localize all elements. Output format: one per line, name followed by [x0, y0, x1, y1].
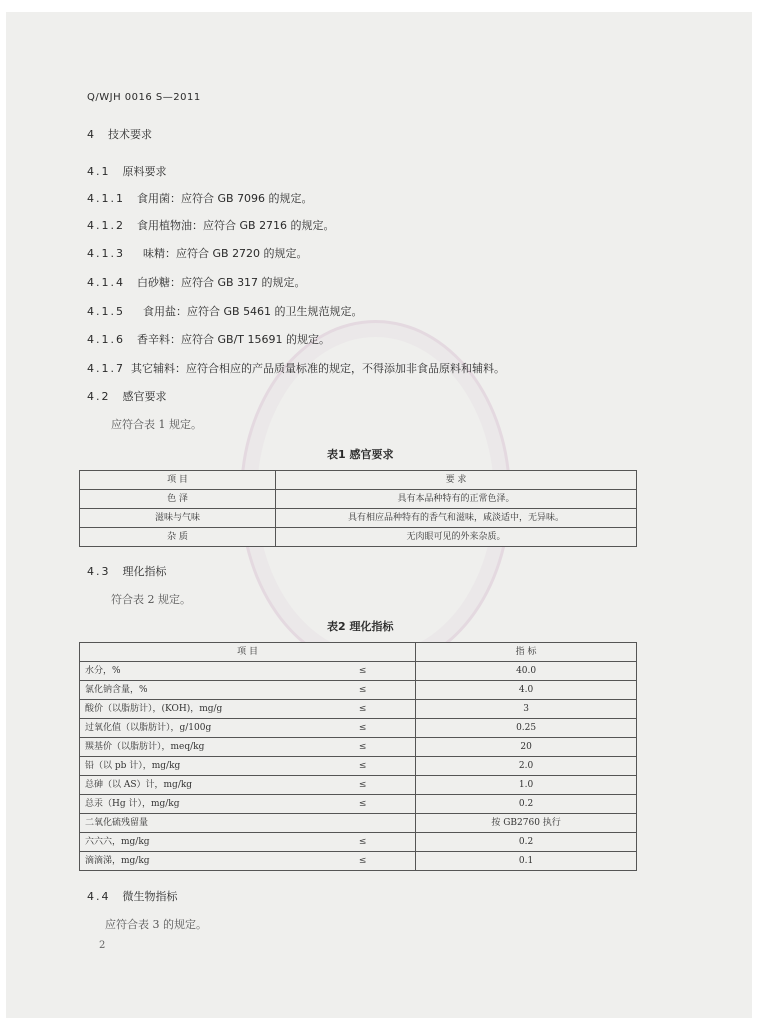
- table-cell: 0.25: [416, 719, 637, 738]
- table-header-row: [80, 643, 637, 662]
- table-cell: 二氧化硫残留量: [80, 814, 311, 833]
- table-cell: ≤: [310, 719, 416, 738]
- table-cell: 0.1: [416, 852, 637, 871]
- table-cell: 无肉眼可见的外来杂质。: [276, 528, 637, 547]
- table-cell: 滴滴涕，mg/kg: [80, 852, 311, 871]
- section-4-heading: 4 技术要求: [87, 128, 152, 141]
- section-4-1-5: 4.1.5 食用盐：应符合 GB 5461 的卫生规范规定。: [87, 305, 363, 318]
- table-row: [80, 662, 637, 681]
- table-cell: ≤: [310, 738, 416, 757]
- table-row: [80, 776, 637, 795]
- section-4-2-body: 应符合表 1 规定。: [111, 418, 202, 431]
- table-cell: 0.2: [416, 795, 637, 814]
- table-cell: 六六六，mg/kg: [80, 833, 311, 852]
- table-cell: 2.0: [416, 757, 637, 776]
- section-4-1-7: 4.1.7 其它辅料：应符合相应的产品质量标准的规定，不得添加非食品原料和辅料。: [87, 362, 505, 375]
- section-4-1-1: 4.1.1 食用菌：应符合 GB 7096 的规定。: [87, 192, 313, 205]
- table-row: [80, 814, 637, 833]
- table-cell: 羰基价（以脂肪计），meq/kg: [80, 738, 311, 757]
- section-4-4-body: 应符合表 3 的规定。: [105, 918, 207, 931]
- table-cell: 20: [416, 738, 637, 757]
- table-header-cell: 项 目: [80, 643, 416, 662]
- table-row: [80, 738, 637, 757]
- table-row: [80, 833, 637, 852]
- table-cell: 总砷（以 AS）计，mg/kg: [80, 776, 311, 795]
- table-cell: ≤: [310, 852, 416, 871]
- table-cell: 杂 质: [80, 528, 276, 547]
- table-cell: 1.0: [416, 776, 637, 795]
- section-4-3-body: 符合表 2 规定。: [111, 593, 191, 606]
- sensory-requirements-table: [79, 470, 637, 547]
- table-cell: 具有本品种特有的正常色泽。: [276, 490, 637, 509]
- table-cell: [310, 814, 416, 833]
- table-row: [80, 681, 637, 700]
- section-4-1-2: 4.1.2 食用植物油：应符合 GB 2716 的规定。: [87, 219, 335, 232]
- table-cell: ≤: [310, 681, 416, 700]
- table-cell: ≤: [310, 700, 416, 719]
- section-4-1-3: 4.1.3 味精：应符合 GB 2720 的规定。: [87, 247, 308, 260]
- table-row: [80, 852, 637, 871]
- table-header-cell: 要 求: [276, 471, 637, 490]
- section-4-1-4: 4.1.4 白砂糖：应符合 GB 317 的规定。: [87, 276, 306, 289]
- section-4-2-heading: 4.2 感官要求: [87, 390, 167, 403]
- table-row: [80, 719, 637, 738]
- table-cell: 酸价（以脂肪计），(KOH)，mg/g: [80, 700, 311, 719]
- section-4-1-heading: 4.1 原料要求: [87, 165, 167, 178]
- table-row: [80, 509, 637, 528]
- table-cell: ≤: [310, 776, 416, 795]
- table-cell: 40.0: [416, 662, 637, 681]
- table-row: [80, 490, 637, 509]
- table-header-cell: 指 标: [416, 643, 637, 662]
- table-row: [80, 757, 637, 776]
- table-cell: 按 GB2760 执行: [416, 814, 637, 833]
- table-header-cell: 项 目: [80, 471, 276, 490]
- table2-caption: 表2 理化指标: [327, 620, 394, 633]
- table-cell: 具有相应品种特有的香气和滋味，咸淡适中，无异味。: [276, 509, 637, 528]
- table1-caption: 表1 感官要求: [327, 448, 394, 461]
- table-cell: 4.0: [416, 681, 637, 700]
- table-cell: 过氧化值（以脂肪计），g/100g: [80, 719, 311, 738]
- section-4-3-heading: 4.3 理化指标: [87, 565, 167, 578]
- table-cell: 3: [416, 700, 637, 719]
- section-4-4-heading: 4.4 微生物指标: [87, 890, 178, 903]
- physicochemical-indicators-table: [79, 642, 637, 871]
- document-code: Q/WJH 0016 S—2011: [87, 92, 201, 103]
- page-number: 2: [99, 940, 106, 951]
- table-cell: ≤: [310, 662, 416, 681]
- table-cell: ≤: [310, 757, 416, 776]
- table-cell: ≤: [310, 833, 416, 852]
- table-cell: 总汞（Hg 计），mg/kg: [80, 795, 311, 814]
- table-row: [80, 700, 637, 719]
- table-row: [80, 795, 637, 814]
- table-cell: 滋味与气味: [80, 509, 276, 528]
- table-cell: 色 泽: [80, 490, 276, 509]
- section-4-1-6: 4.1.6 香辛料：应符合 GB/T 15691 的规定。: [87, 333, 330, 346]
- table-cell: ≤: [310, 795, 416, 814]
- table-cell: 氯化钠含量，%: [80, 681, 311, 700]
- table-cell: 水分，%: [80, 662, 311, 681]
- table-header-row: [80, 471, 637, 490]
- table-row: [80, 528, 637, 547]
- table-cell: 铅（以 pb 计），mg/kg: [80, 757, 311, 776]
- table-cell: 0.2: [416, 833, 637, 852]
